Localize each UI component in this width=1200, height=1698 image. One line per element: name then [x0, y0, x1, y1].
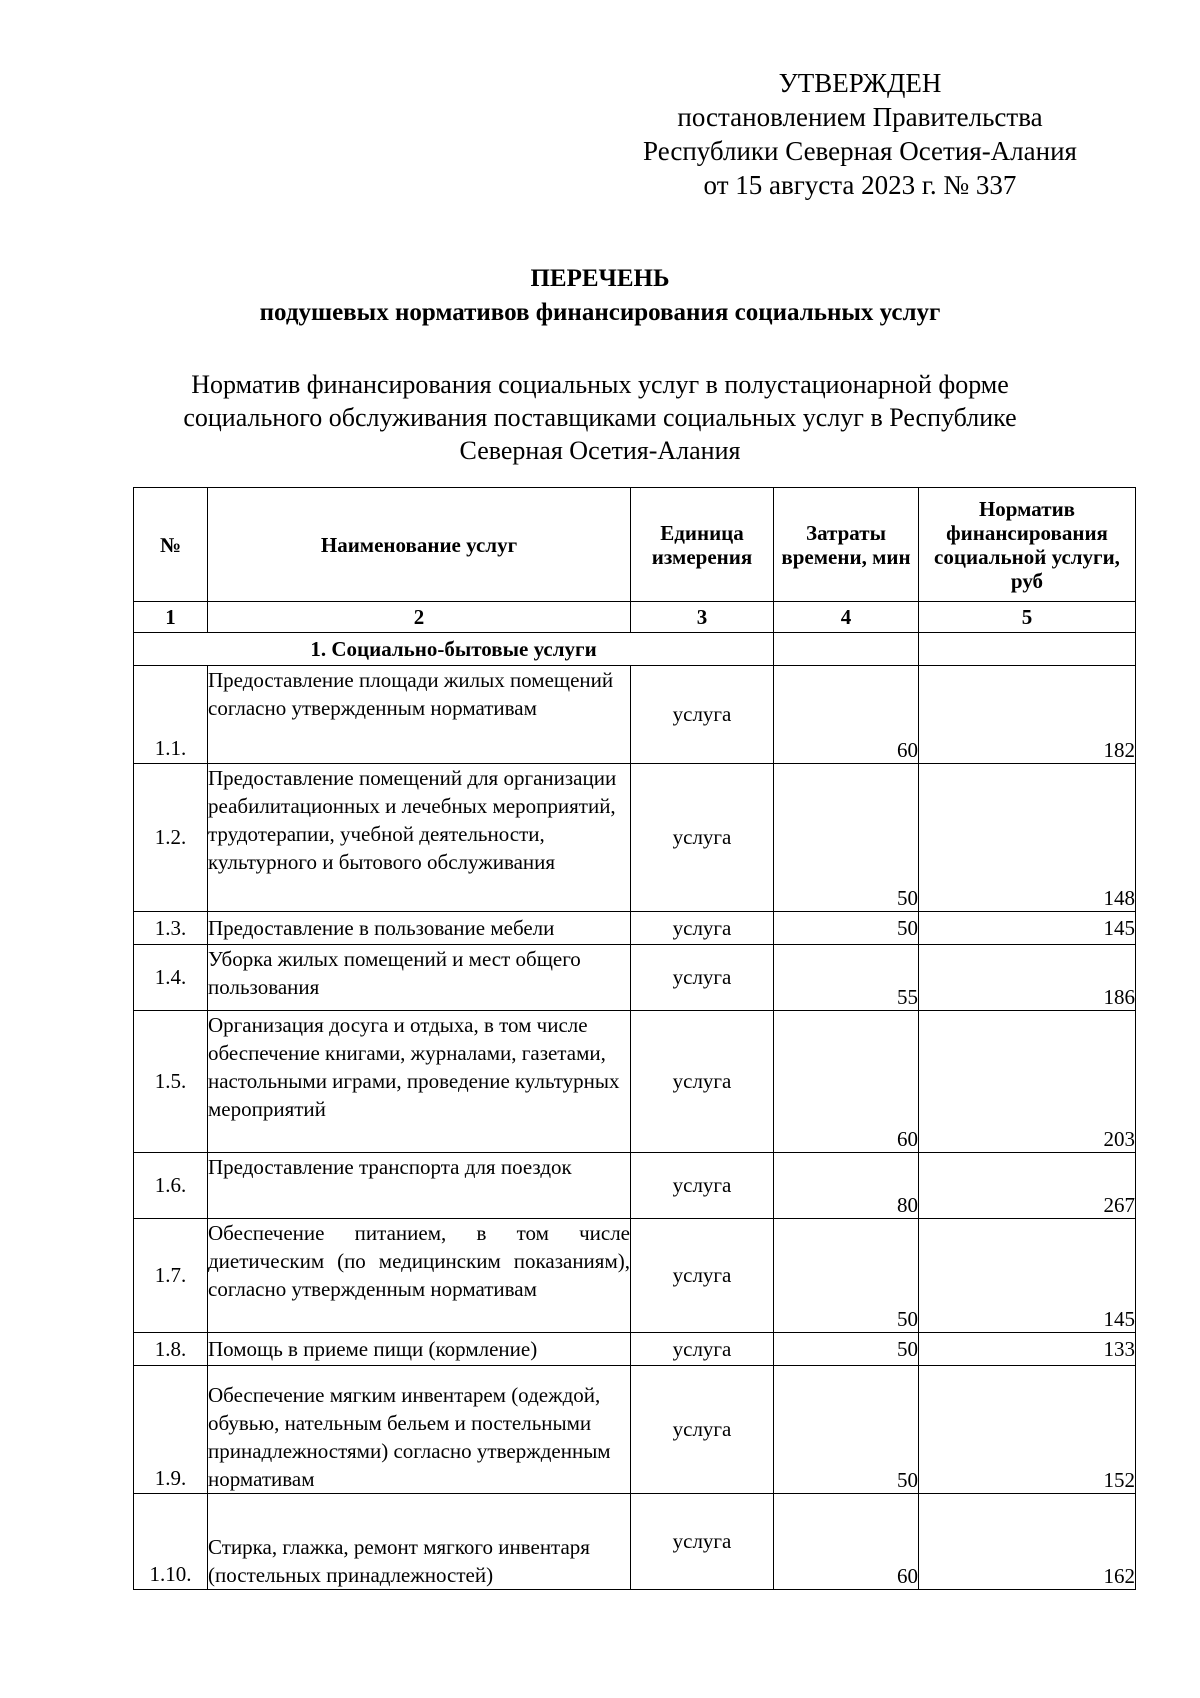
unit: услуга	[631, 1333, 774, 1366]
service-name: Уборка жилых помещений и мест общего пользования	[208, 945, 631, 1011]
column-number-row	[134, 602, 1136, 633]
row-number: 1.4.	[134, 945, 208, 1011]
unit: услуга	[631, 945, 774, 1011]
empty-cell	[919, 633, 1136, 666]
unit: услуга	[631, 764, 774, 912]
approval-line-1: УТВЕРЖДЕН	[778, 68, 942, 98]
norm-rub: 152	[919, 1366, 1136, 1494]
table-header-row	[134, 488, 1136, 602]
unit: услуга	[631, 912, 774, 945]
time-minutes: 50	[774, 764, 919, 912]
column-number: 2	[208, 602, 631, 633]
unit: услуга	[631, 1011, 774, 1153]
row-number: 1.1.	[134, 666, 208, 764]
service-name: Предоставление помещений для организации реабилитационных и лечебных мероприятий, трудотерапии, учебной деятельности, культурного и бытового обслуживания	[208, 764, 631, 912]
empty-cell	[774, 633, 919, 666]
row-number: 1.3.	[134, 912, 208, 945]
column-number: 3	[631, 602, 774, 633]
service-name: Предоставление в пользование мебели	[208, 912, 631, 945]
time-minutes: 60	[774, 1011, 919, 1153]
section-row	[134, 633, 1136, 666]
approval-line-2: постановлением Правительства	[677, 102, 1043, 132]
table-row	[134, 1366, 1136, 1494]
service-name: Стирка, глажка, ремонт мягкого инвентаря (постельных принадлежностей)	[208, 1494, 631, 1590]
table-row	[134, 1494, 1136, 1590]
header-norm: Норматив финансирования социальной услуги, руб	[919, 488, 1136, 602]
header-service-name: Наименование услуг	[208, 488, 631, 602]
approval-stamp	[600, 66, 1120, 202]
row-number: 1.10.	[134, 1494, 208, 1590]
document-subtitle: подушевых нормативов финансирования социальных услуг	[259, 299, 941, 326]
header-time: Затраты времени, мин	[774, 488, 919, 602]
table-row	[134, 764, 1136, 912]
service-name: Предоставление площади жилых помещений согласно утвержденным нормативам	[208, 666, 631, 764]
row-number: 1.6.	[134, 1153, 208, 1219]
unit: услуга	[631, 1219, 774, 1333]
norm-rub: 145	[919, 912, 1136, 945]
approval-line-3: Республики Северная Осетия-Алания	[643, 136, 1077, 166]
table-row	[134, 1333, 1136, 1366]
column-number: 5	[919, 602, 1136, 633]
table-row	[134, 666, 1136, 764]
norm-rub: 133	[919, 1333, 1136, 1366]
norm-rub: 203	[919, 1011, 1136, 1153]
norm-rub: 162	[919, 1494, 1136, 1590]
norms-table	[133, 487, 1136, 1590]
column-number: 4	[774, 602, 919, 633]
time-minutes: 50	[774, 912, 919, 945]
time-minutes: 60	[774, 666, 919, 764]
time-minutes: 80	[774, 1153, 919, 1219]
norm-rub: 186	[919, 945, 1136, 1011]
norm-rub: 145	[919, 1219, 1136, 1333]
unit: услуга	[631, 666, 774, 764]
document-title: ПЕРЕЧЕНЬ	[530, 265, 670, 292]
service-name: Обеспечение питанием, в том числе диетическим (по медицинским показаниям), согласно утвержденным нормативам	[208, 1219, 631, 1333]
table-row	[134, 1219, 1136, 1333]
norm-rub: 267	[919, 1153, 1136, 1219]
header-number: №	[134, 488, 208, 602]
service-name: Предоставление транспорта для поездок	[208, 1153, 631, 1219]
service-name: Обеспечение мягким инвентарем (одеждой, обувью, нательным бельем и постельными принадлежностями) согласно утвержденным нормативам	[208, 1366, 631, 1494]
unit: услуга	[631, 1494, 774, 1590]
row-number: 1.8.	[134, 1333, 208, 1366]
service-name: Помощь в приеме пищи (кормление)	[208, 1333, 631, 1366]
unit: услуга	[631, 1366, 774, 1494]
time-minutes: 55	[774, 945, 919, 1011]
row-number: 1.9.	[134, 1366, 208, 1494]
unit: услуга	[631, 1153, 774, 1219]
time-minutes: 50	[774, 1219, 919, 1333]
norm-rub: 182	[919, 666, 1136, 764]
header-unit: Единица измерения	[631, 488, 774, 602]
service-name: Организация досуга и отдыха, в том числе обеспечение книгами, журналами, газетами, настольными играми, проведение культурных мероприятий	[208, 1011, 631, 1153]
table-row	[134, 945, 1136, 1011]
time-minutes: 50	[774, 1333, 919, 1366]
norm-rub: 148	[919, 764, 1136, 912]
table-row	[134, 1153, 1136, 1219]
column-number: 1	[134, 602, 208, 633]
table-description: Норматив финансирования социальных услуг в полустационарной форме социального обслуживания поставщиками социальных услуг в Республике Северная Осетия-Алания	[183, 370, 1017, 465]
approval-line-4: от 15 августа 2023 г. № 337	[703, 170, 1017, 200]
time-minutes: 50	[774, 1366, 919, 1494]
row-number: 1.5.	[134, 1011, 208, 1153]
row-number: 1.7.	[134, 1219, 208, 1333]
time-minutes: 60	[774, 1494, 919, 1590]
table-row	[134, 912, 1136, 945]
row-number: 1.2.	[134, 764, 208, 912]
table-row	[134, 1011, 1136, 1153]
section-title: 1. Социально-бытовые услуги	[134, 633, 774, 666]
